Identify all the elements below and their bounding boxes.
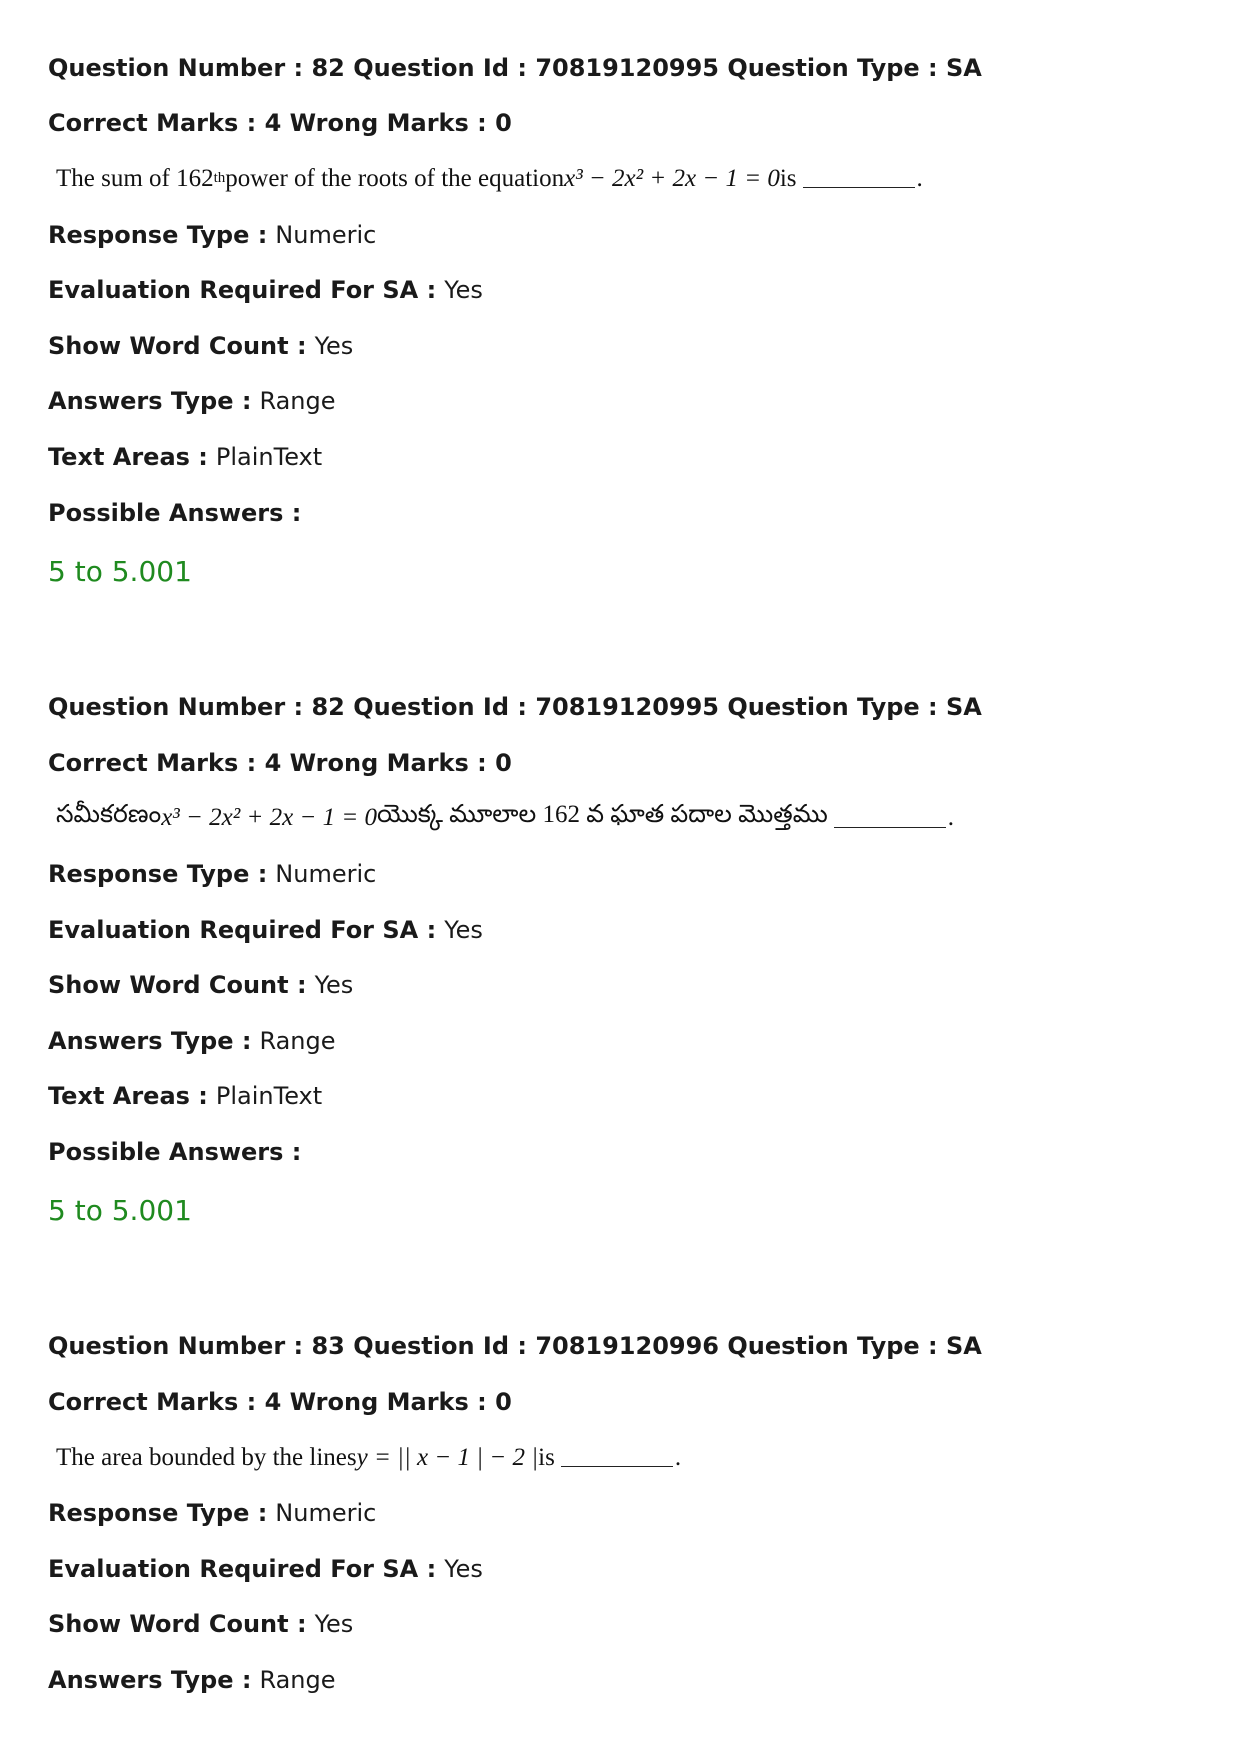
response-type-row: Response Type : Numeric [48, 220, 377, 249]
question-block-3 [48, 1319, 1198, 1708]
text-areas-row: Text Areas : PlainText [48, 1082, 323, 1111]
question-text-prefix: సమీకరణం [56, 801, 162, 829]
text-areas-row: Text Areas : PlainText [48, 442, 323, 471]
response-type-row: Response Type : Numeric [48, 1499, 377, 1528]
document-page [48, 40, 1198, 1708]
question-end: . [916, 164, 923, 192]
answer-blank [803, 169, 915, 188]
question-header: Question Number : 83 Question Id : 70819120996 Question Type : SA [48, 1332, 982, 1361]
possible-answers-label: Possible Answers : [48, 498, 302, 527]
evaluation-row: Evaluation Required For SA : Yes [48, 915, 483, 944]
possible-answers-label: Possible Answers : [48, 1137, 302, 1166]
question-header: Question Number : 82 Question Id : 70819120995 Question Type : SA [48, 53, 982, 82]
response-type-row: Response Type : Numeric [48, 859, 377, 888]
marks-line: Correct Marks : 4 Wrong Marks : 0 [48, 109, 512, 138]
question-text [48, 791, 1198, 847]
question-text-prefix: The sum of 162 [56, 164, 214, 192]
answer-blank [561, 1448, 673, 1467]
word-count-row: Show Word Count : Yes [48, 1610, 354, 1639]
question-text-mid: power of the roots of the equation [225, 164, 565, 192]
ordinal-suffix: th [213, 170, 226, 187]
evaluation-row: Evaluation Required For SA : Yes [48, 1554, 483, 1583]
evaluation-row: Evaluation Required For SA : Yes [48, 276, 483, 305]
question-text-prefix: The area bounded by the lines [56, 1443, 357, 1471]
marks-line: Correct Marks : 4 Wrong Marks : 0 [48, 748, 512, 777]
question-end: . [674, 1443, 682, 1471]
question-header: Question Number : 82 Question Id : 70819120995 Question Type : SA [48, 693, 982, 722]
possible-answer: 5 to 5.001 [48, 1194, 192, 1228]
question-text-suffix: యొక్క మూలాల 162 వ ఘాత పదాల మొత్తము [376, 801, 828, 829]
answers-type-row: Answers Type : Range [48, 1026, 336, 1055]
question-text-suffix: is [779, 164, 797, 192]
question-block-1 [48, 40, 1198, 602]
equation: x³ − 2x² + 2x − 1 = 0 [161, 804, 377, 832]
marks-line: Correct Marks : 4 Wrong Marks : 0 [48, 1388, 512, 1417]
answer-blank [834, 809, 946, 828]
word-count-row: Show Word Count : Yes [48, 331, 354, 360]
question-block-2 [48, 679, 1198, 1241]
answers-type-row: Answers Type : Range [48, 387, 336, 416]
equation: x³ − 2x² + 2x − 1 = 0 [564, 164, 780, 192]
question-text-suffix: is [538, 1443, 555, 1471]
possible-answer: 5 to 5.001 [48, 554, 192, 588]
question-text [48, 151, 1198, 207]
word-count-row: Show Word Count : Yes [48, 971, 354, 1000]
answers-type-row: Answers Type : Range [48, 1666, 336, 1695]
question-text [48, 1430, 1198, 1486]
equation: y = || x − 1 | − 2 | [356, 1443, 539, 1471]
question-end: . [947, 804, 955, 832]
